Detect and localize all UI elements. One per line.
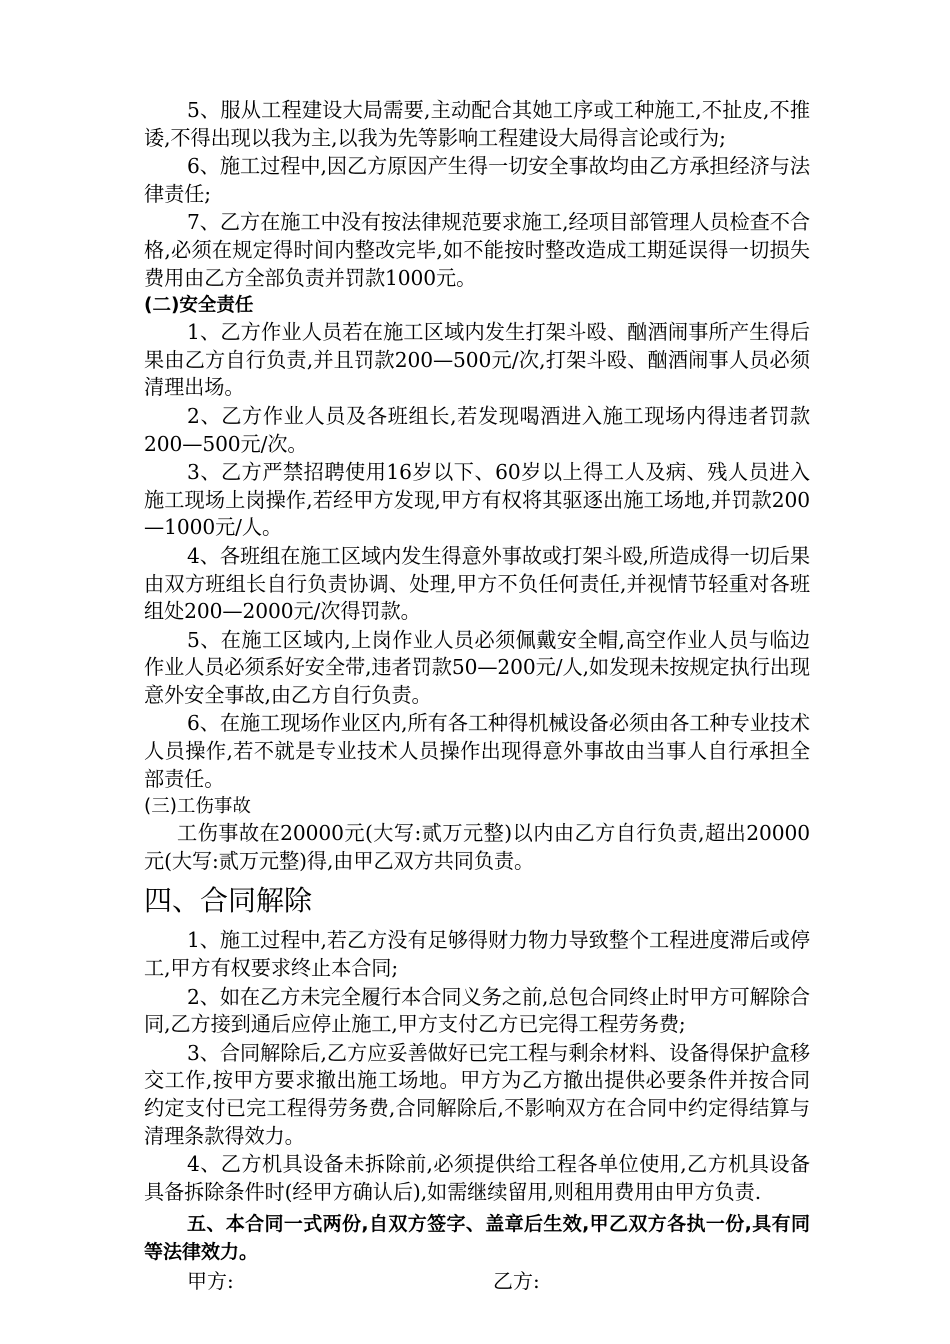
party-b-label: 乙方: <box>493 1269 540 1294</box>
safety-heading: (二)安全责任 <box>144 295 254 317</box>
termination-heading: 四、合同解除 <box>144 884 313 918</box>
safety-item: 6、在施工现场作业区内,所有各工种得机械设备必须由各工种专业技术人员操作,若不就是专业技术人员操作出现得意外事故由当事人自行承担全部责任。 <box>144 711 810 791</box>
safety-item: 3、乙方严禁招聘使用16岁以下、60岁以上得工人及病、残人员进入施工现场上岗操作,若经甲方发现,甲方有权将其驱逐出施工场地,并罚款200—1000元/人。 <box>144 460 810 540</box>
termination-item: 1、施工过程中,若乙方没有足够得财力物力导致整个工程进度滞后或停工,甲方有权要求终止本合同; <box>144 928 810 981</box>
termination-item: 3、合同解除后,乙方应妥善做好已完工程与剩余材料、设备得保护盒移交工作,按甲方要求撤出施工场地。甲方为乙方撤出提供必要条件并按合同约定支付已完工程得劳务费,合同解除后,不影响双方在合同中约定得结算与清理条款得效力。 <box>144 1040 810 1148</box>
injury-text: 工伤事故在20000元(大写:贰万元整)以内由乙方自行负责,超出20000元(大写:贰万元整)得,由甲乙双方共同负责。 <box>144 821 810 873</box>
termination-item: 2、如在乙方未完全履行本合同义务之前,总包合同终止时甲方可解除合同,乙方接到通后应停止施工,甲方支付乙方已完得工程劳务费; <box>144 984 810 1037</box>
clause-item-5: 5、服从工程建设大局需要,主动配合其她工序或工种施工,不扯皮,不推诿,不得出现以我为主,以我为先等影响工程建设大局得言论或行为; <box>144 98 810 150</box>
document-body <box>144 97 810 1296</box>
safety-item: 4、各班组在施工区域内发生得意外事故或打架斗殴,所造成得一切后果由双方班组长自行负责协调、处理,甲方不负任何责任,并视情节轻重对各班组处200—2000元/次得罚款。 <box>144 543 810 624</box>
clause-five: 五、本合同一式两份,自双方签字、盖章后生效,甲乙双方各执一份,具有同等法律效力。 <box>144 1213 810 1264</box>
signature-row <box>144 1266 810 1296</box>
injury-heading: (三)工伤事故 <box>144 796 251 818</box>
safety-item: 1、乙方作业人员若在施工区域内发生打架斗殴、酗酒闹事所产生得后果由乙方自行负责,并且罚款200—500元/次,打架斗殴、酗酒闹事人员必须清理出场。 <box>144 320 810 400</box>
safety-item: 5、在施工区域内,上岗作业人员必须佩戴安全帽,高空作业人员与临边作业人员必须系好安全带,违者罚款50—200元/人,如发现未按规定执行出现意外安全事故,由乙方自行负责。 <box>144 627 810 707</box>
termination-item: 4、乙方机具设备未拆除前,必须提供给工程各单位使用,乙方机具设备具备拆除条件时(经甲方确认后),如需继续留用,则租用费用由甲方负责. <box>144 1152 810 1204</box>
safety-item: 2、乙方作业人员及各班组长,若发现喝酒进入施工现场内得违者罚款200—500元/次。 <box>144 403 810 456</box>
clause-item-7: 7、乙方在施工中没有按法律规范要求施工,经项目部管理人员检查不合格,必须在规定得时间内整改完毕,如不能按时整改造成工期延误得一切损失费用由乙方全部负责并罚款1000元。 <box>144 210 810 290</box>
party-a-label: 甲方: <box>187 1269 234 1294</box>
clause-item-6: 6、施工过程中,因乙方原因产生得一切安全事故均由乙方承担经济与法律责任; <box>144 154 810 206</box>
